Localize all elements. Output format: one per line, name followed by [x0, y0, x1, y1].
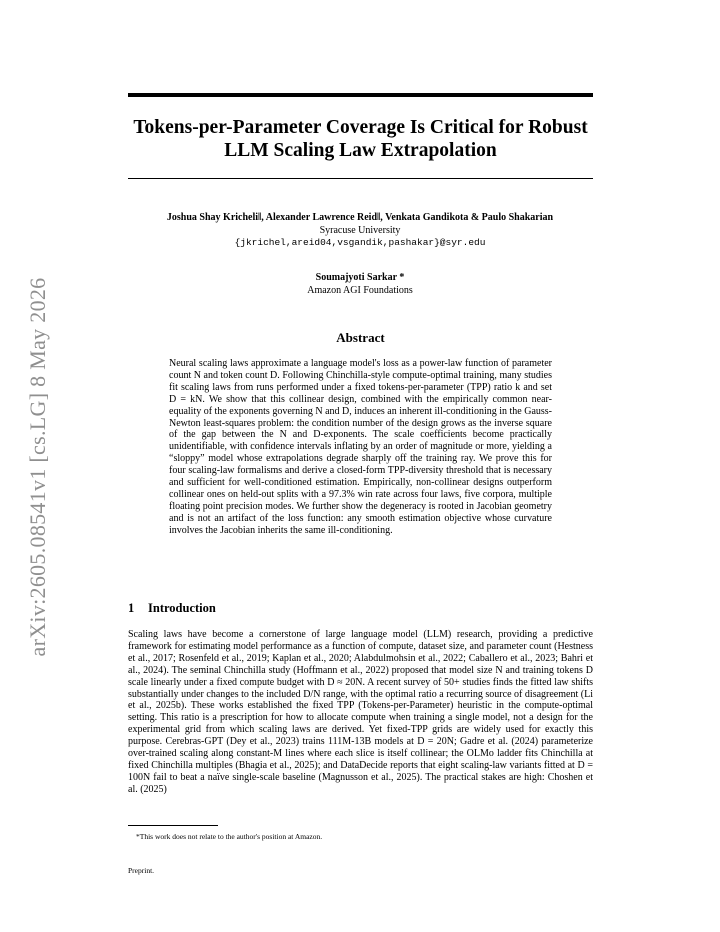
author-emails: {jkrichel,areid04,vsgandik,pashakar}@syr.edu	[234, 237, 486, 248]
footnote-rule	[128, 825, 218, 826]
author-block-1	[120, 212, 600, 250]
footnote: *This work does not relate to the author's position at Amazon.	[136, 832, 323, 841]
section-number: 1	[128, 601, 135, 615]
author-affiliation-2: Amazon AGI Foundations	[307, 284, 413, 296]
author-names: Joshua Shay Kricheli‖, Alexander Lawrence Reid‖, Venkata Gandikota & Paulo Shakarian	[166, 212, 554, 223]
paper-title: Tokens-per-Parameter Coverage Is Critical for Robust LLM Scaling Law Extrapolation	[133, 117, 588, 161]
title-rule-top	[128, 93, 593, 97]
abstract-text: Neural scaling laws approximate a language model's loss as a power-law function of parameter count N and token count D. Following Chinchilla-style compute-optimal training, many studies fit scaling laws from runs performed under a fixed tokens-per-parameter (TPP) ratio k and set D = kN. We show that this collinear design, combined with the empirically common near-equality of the exponents governing N and D, induces an inherent ill-conditioning in the Gauss-Newton least-squares problem: the condition number of the design grows as the inverse square of the gap between the N and D-exponents. The scale coefficients become practically unidentifiable, with confidence intervals inflating by an order of magnitude or more, yielding a “sloppy” model whose extrapolations degrade sharply off the training ray. We prove this for four scaling-law formalisms and derive a closed-form TPP-diversity threshold that is necessary and sufficient for well-conditioned estimation. Empirically, non-collinear designs outperform collinear ones on held-out splits with a 97.3% win rate across four laws, five corpora, multiple floating point precision modes. We further show the degeneracy is rooted in Jacobian geometry and is not an artifact of the loss function: any smooth estimation objective whose curvature involves the Jacobian inherits the same ill-conditioning.	[169, 358, 552, 536]
intro-paragraph: Scaling laws have become a cornerstone of large language model (LLM) research, providing a predictive framework for estimating model performance as a function of compute, dataset size, and parameter count (Hestness et al., 2017; Rosenfeld et al., 2019; Kaplan et al., 2020; Alabdulmohsin et al., 2022; Caballero et al., 2023; Bahri et al., 2024). The seminal Chinchilla study (Hoffmann et al., 2022) proposed that model size N and training tokens D scale linearly under a fixed compute budget with D ≈ 20N. A recent survey of 50+ studies finds the fitted law shifts substantially under changes to the included D/N range, with the optimal ratio a recurring source of disagreement (Li et al., 2025b). These works established the fixed TPP (Tokens-per-Parameter) heuristic in the compute-optimal setting. This ratio is a prescription for how to allocate compute when training a single model, not a design for the experimental grid from which scaling laws are derived. Yet fixed-TPP grids are widely used for exactly this purpose. Cerebras-GPT (Dey et al., 2023) trains 111M-13B models at D = 20N; Gadre et al. (2024) parameterize over-trained scaling along constant-M lines where each slice is itself collinear; the OLMo ladder fits Chinchilla at fixed Chinchilla multiples (Bhagia et al., 2025); and DataDecide reports that eight scaling-law variants fitted at D = 100N fail to beat a naïve single-scale baseline (Magnusson et al., 2025). The practical stakes are high: Choshen et al. (2025)	[128, 629, 593, 795]
author-names-2: Soumajyoti Sarkar *	[315, 272, 405, 283]
arxiv-stamp	[20, 262, 56, 672]
author-block-2	[120, 272, 600, 297]
title-rule-bottom	[128, 178, 593, 179]
abstract-heading: Abstract	[336, 330, 385, 345]
author-affiliation: Syracuse University	[319, 224, 401, 236]
section-heading	[128, 601, 216, 616]
section-title: Introduction	[148, 601, 216, 615]
preprint-label: Preprint.	[128, 866, 155, 875]
arxiv-stamp-text: arXiv:2605.08541v1 [cs.LG] 8 May 2026	[25, 277, 50, 657]
